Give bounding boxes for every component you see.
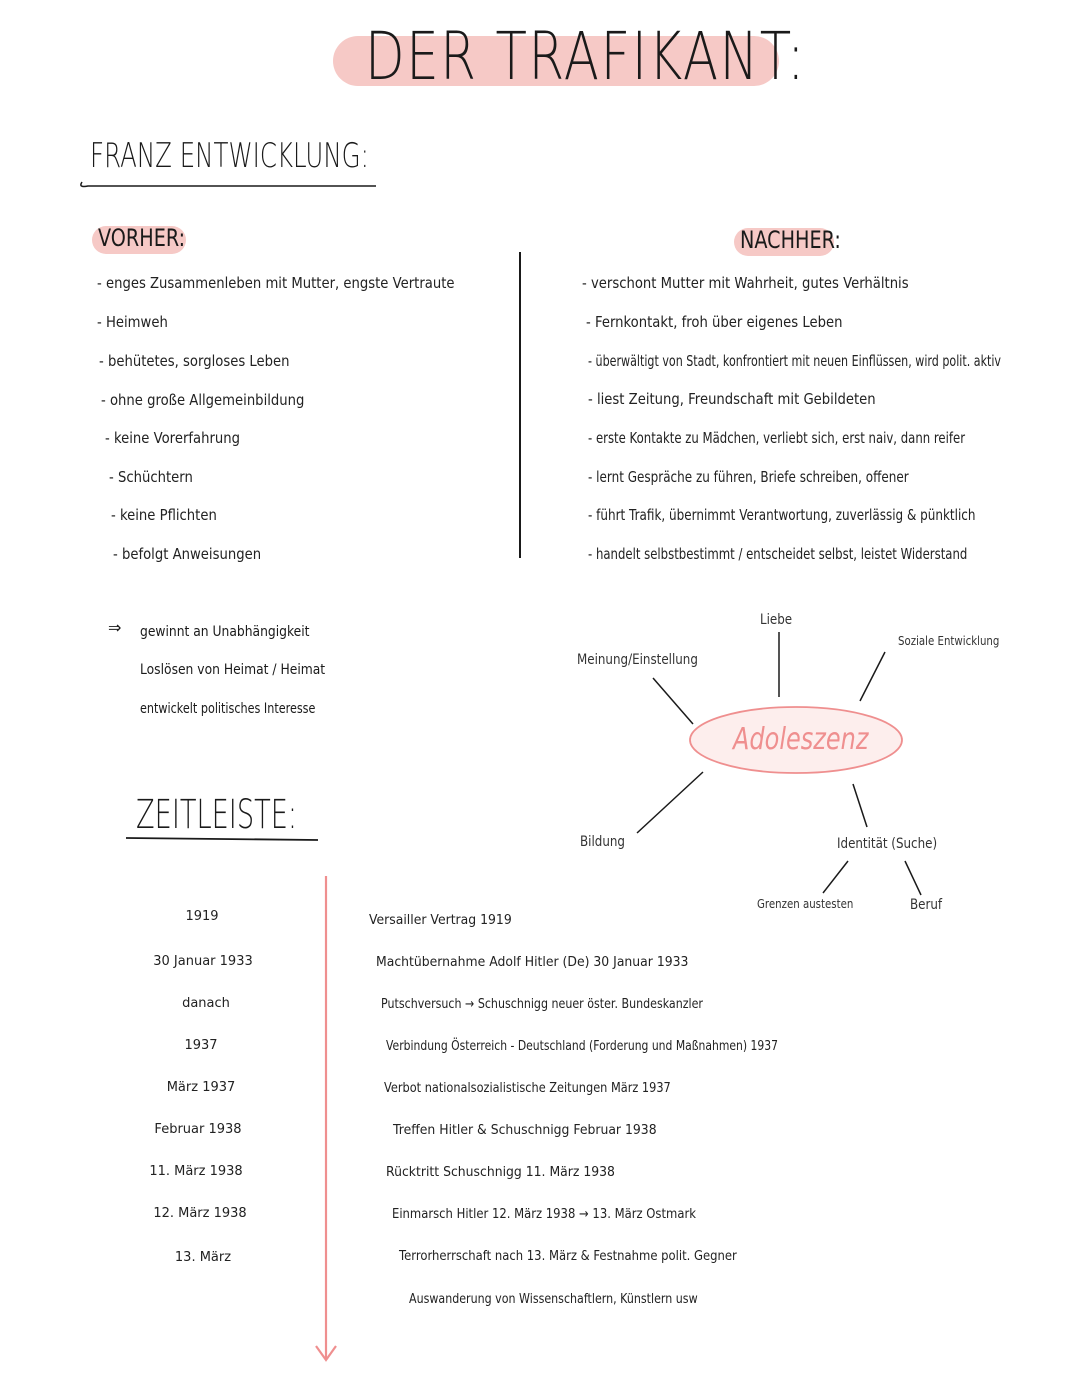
timeline-heading: ZEITLEISTE: — [136, 792, 298, 838]
timeline-date: Februar 1938 — [154, 1122, 242, 1137]
result-line-3: entwickelt politisches Interesse — [140, 701, 316, 717]
column-divider — [519, 252, 521, 558]
timeline-event: Machtübernahme Adolf Hitler (De) 30 Januar 1933 — [376, 954, 689, 970]
timeline-date: 11. März 1938 — [149, 1164, 243, 1179]
result-line-2: Loslösen von Heimat / Heimat — [140, 662, 326, 678]
list-item: - erste Kontakte zu Mädchen, verliebt sich, erst naiv, dann reifer — [588, 429, 966, 447]
timeline-event: Verbot nationalsozialistische Zeitungen März 1937 — [384, 1080, 671, 1096]
timeline-event: Einmarsch Hitler 12. März 1938 → 13. März Ostmark — [392, 1206, 696, 1222]
mindmap-branch-beruf: Beruf — [910, 897, 943, 913]
timeline-date: 13. März — [174, 1250, 232, 1265]
mindmap-lines — [560, 600, 1020, 930]
timeline-event: Verbindung Österreich - Deutschland (Forderung und Maßnahmen) 1937 — [386, 1038, 779, 1054]
timeline-heading-underline — [120, 828, 330, 848]
timeline-event: Terrorherrschaft nach 13. März & Festnahme polit. Gegner — [399, 1248, 737, 1264]
timeline-date: 1919 — [185, 909, 219, 924]
timeline-arrow — [312, 872, 342, 1367]
timeline-event: Putschversuch → Schuschnigg neuer öster. Bundeskanzler — [381, 996, 703, 1012]
timeline-event: Rücktritt Schuschnigg 11. März 1938 — [386, 1164, 615, 1180]
list-item: - ohne große Allgemeinbildung — [101, 391, 305, 409]
mindmap-branch-bildung: Bildung — [580, 834, 625, 850]
timeline-event: Treffen Hitler & Schuschnigg Februar 1938 — [393, 1122, 657, 1138]
mindmap-branch-grenzen: Grenzen austesten — [757, 897, 854, 911]
timeline-date: 12. März 1938 — [153, 1206, 247, 1221]
list-item: - enges Zusammenleben mit Mutter, engste Vertraute — [97, 274, 455, 292]
timeline-date: 1937 — [184, 1038, 218, 1053]
list-item: - lernt Gespräche zu führen, Briefe schreiben, offener — [588, 468, 909, 486]
mindmap-branch-soziale: Soziale Entwicklung — [898, 634, 1000, 648]
timeline-date: 30 Januar 1933 — [153, 954, 253, 969]
result-arrow: ⇒ — [108, 618, 122, 637]
timeline-date: März 1937 — [166, 1080, 236, 1095]
franz-heading: FRANZ ENTWICKLUNG: — [90, 136, 369, 176]
timeline-event: Auswanderung von Wissenschaftlern, Künstlern usw — [409, 1291, 698, 1307]
vorher-label: VORHER: — [98, 224, 186, 252]
timeline-date: danach — [182, 996, 230, 1011]
list-item: - überwältigt von Stadt, konfrontiert mit neuen Einflüssen, wird polit. aktiv — [588, 352, 1002, 370]
list-item: - führt Trafik, übernimmt Verantwortung, zuverlässig & pünktlich — [588, 506, 976, 524]
list-item: - handelt selbstbestimmt / entscheidet selbst, leistet Widerstand — [588, 545, 968, 563]
list-item: - verschont Mutter mit Wahrheit, gutes Verhältnis — [582, 274, 909, 292]
mindmap-branch-meinung: Meinung/Einstellung — [577, 652, 698, 668]
list-item: - keine Pflichten — [111, 506, 217, 524]
list-item: - keine Vorerfahrung — [105, 429, 241, 447]
list-item: - behütetes, sorgloses Leben — [99, 352, 290, 370]
nachher-label: NACHHER: — [740, 226, 841, 254]
list-item: - liest Zeitung, Freundschaft mit Gebildeten — [588, 390, 876, 408]
page-title: DER TRAFIKANT: — [365, 18, 807, 95]
list-item: - befolgt Anweisungen — [113, 545, 262, 563]
list-item: - Fernkontakt, froh über eigenes Leben — [586, 313, 843, 331]
list-item: - Schüchtern — [109, 468, 193, 486]
mindmap-branch-identitaet: Identität (Suche) — [837, 836, 938, 852]
timeline-event: Versailler Vertrag 1919 — [369, 912, 512, 928]
list-item: - Heimweh — [97, 313, 168, 331]
mindmap-center: Adoleszenz — [733, 722, 869, 757]
mindmap-branch-liebe: Liebe — [760, 612, 793, 628]
franz-heading-underline — [76, 168, 386, 192]
result-line-1: gewinnt an Unabhängigkeit — [140, 624, 310, 640]
